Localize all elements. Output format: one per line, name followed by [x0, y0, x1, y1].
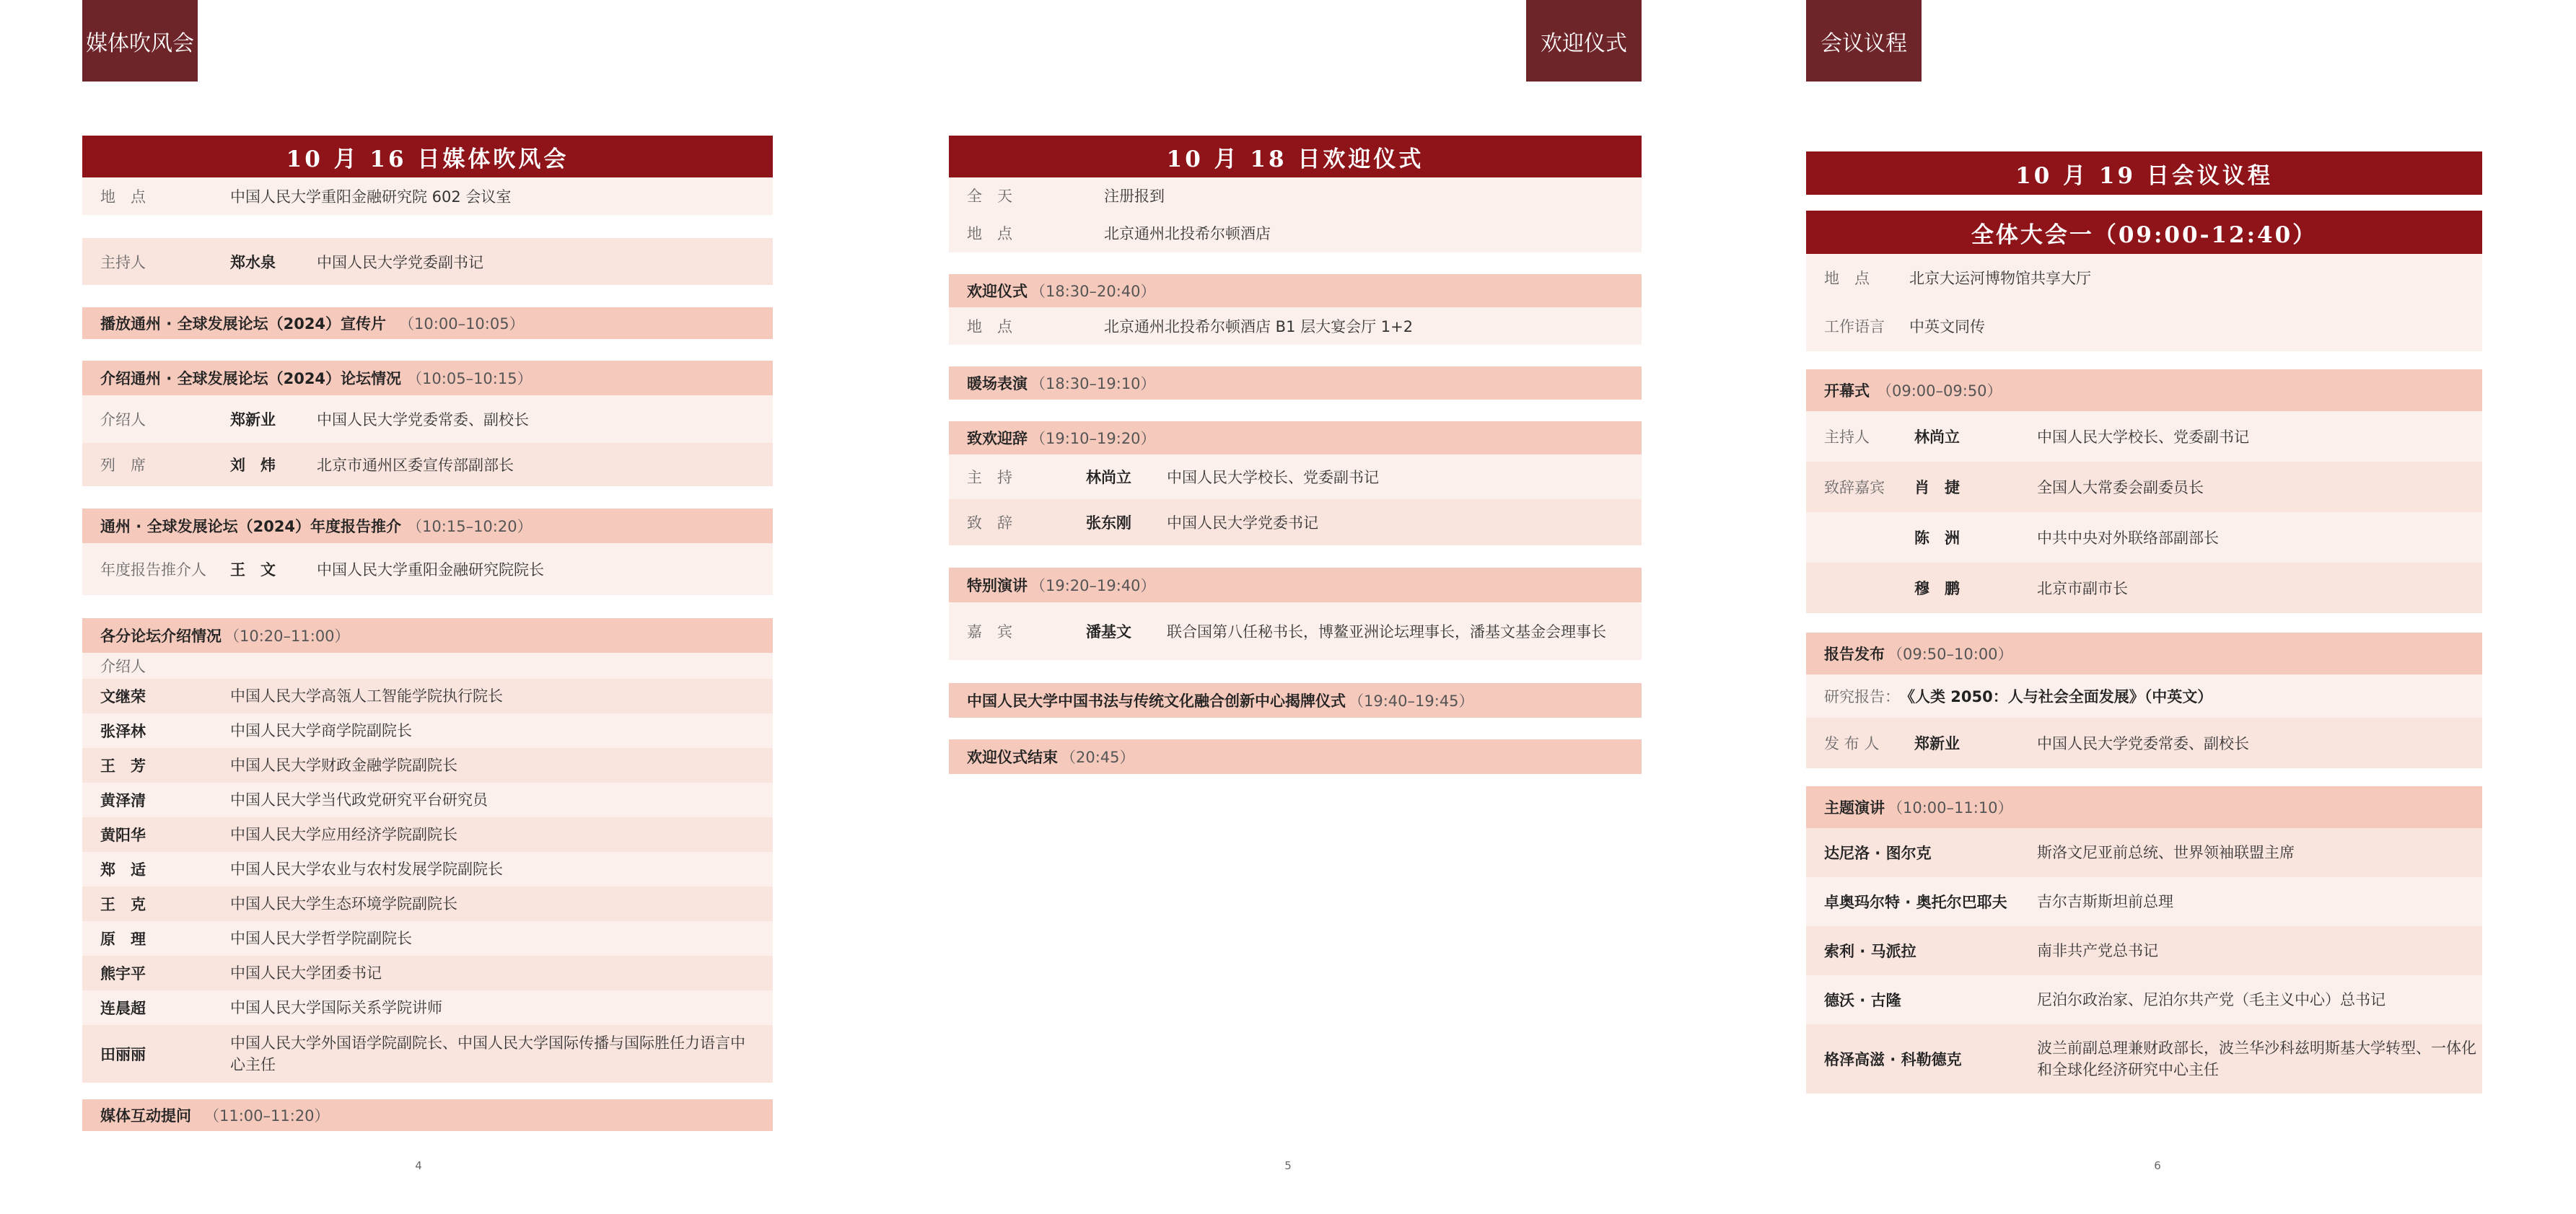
venue-row: [82, 177, 773, 215]
section-title: 介绍通州 · 全球发展论坛（2024）论坛情况: [100, 370, 402, 387]
speech-guest-row: [1806, 462, 2482, 512]
list-item: [82, 956, 773, 990]
section-time: （19:20–19:40）: [1030, 577, 1156, 594]
report-label: 研究报告：: [1824, 688, 1900, 705]
list-item: [82, 713, 773, 748]
section-title: 开幕式: [1824, 382, 1870, 400]
page-number: 4: [415, 1159, 422, 1172]
person-name: 郑新业: [1914, 735, 1960, 752]
section-time: （19:40–19:45）: [1349, 692, 1474, 710]
report-presenter-row: [82, 543, 773, 595]
person-title: 中国人民大学党委书记: [1167, 514, 1318, 532]
host-title: 中国人民大学党委副书记: [317, 253, 483, 271]
list-item: [82, 1025, 773, 1083]
venue-row: [949, 307, 1642, 345]
person-title: 北京市通州区委宣传部副部长: [317, 457, 514, 474]
person-name: 黄阳华: [100, 827, 146, 844]
section-header: [949, 366, 1642, 400]
section-time: （20:45）: [1061, 749, 1135, 766]
language-label: 工作语言: [1824, 318, 1885, 335]
list-item: [82, 783, 773, 817]
venue-value: 北京通州北投希尔顿酒店: [1104, 225, 1271, 242]
section-tab: 会议议程: [1806, 0, 1922, 82]
language-value: 中英文同传: [1909, 318, 1985, 335]
section-header: [949, 274, 1642, 307]
person-title: 中国人民大学当代政党研究平台研究员: [230, 791, 488, 809]
role-label: 主 持: [967, 469, 1012, 486]
section-title: 主题演讲: [1824, 799, 1885, 817]
section-header: [1806, 633, 2482, 674]
list-item: [1806, 926, 2482, 975]
section-time: （09:50–10:00）: [1888, 646, 2013, 663]
person-title: 中国人民大学校长、党委副书记: [1167, 469, 1379, 486]
person-title: 中国人民大学高瓴人工智能学院执行院长: [230, 687, 503, 705]
venue-label: 地 点: [967, 225, 1012, 242]
section-header: [82, 509, 773, 543]
venue-value: 中国人民大学重阳金融研究院 602 会议室: [230, 188, 512, 206]
speech-guest-row: [1806, 512, 2482, 563]
person-title: 中国人民大学财政金融学院副院长: [230, 757, 457, 774]
section-header: [949, 568, 1642, 602]
page-5-content: [949, 0, 1642, 1214]
venue-row: [949, 214, 1642, 252]
host-row: [1806, 411, 2482, 462]
section-tab: 欢迎仪式: [1526, 0, 1642, 82]
person-name: 索利 · 马派拉: [1824, 943, 1916, 960]
list-item: [82, 990, 773, 1025]
section-header: [1806, 369, 2482, 411]
host-name: 郑水泉: [230, 253, 276, 271]
person-title: 中国人民大学团委书记: [230, 964, 382, 982]
venue-label: 地 点: [100, 188, 146, 206]
page-5: [859, 0, 1717, 1214]
section-time: （11:00–11:20）: [204, 1107, 330, 1125]
person-name: 张东刚: [1086, 514, 1131, 532]
page-4-content: [82, 0, 773, 1214]
list-item: [82, 852, 773, 887]
speech-row: [949, 499, 1642, 545]
section-time: （10:15–10:20）: [407, 518, 533, 535]
section-title: 特别演讲: [967, 577, 1028, 594]
person-name: 陈 洲: [1914, 529, 1960, 547]
person-title: 南非共产党总书记: [2037, 942, 2158, 959]
section-title: 暖场表演: [967, 375, 1028, 392]
role-label: 发 布 人: [1824, 735, 1880, 752]
person-name: 文继荣: [100, 688, 146, 705]
person-name: 林尚立: [1914, 428, 1960, 446]
person-name: 卓奥玛尔特 · 奥托尔巴耶夫: [1824, 894, 2007, 911]
role-label: 嘉 宾: [967, 623, 1012, 641]
section-header: [949, 683, 1642, 718]
role-label: 介绍人: [100, 411, 146, 428]
page-4: [0, 0, 859, 1214]
list-item: [82, 748, 773, 783]
person-title: 联合国第八任秘书长，博鳌亚洲论坛理事长，潘基文基金会理事长: [1167, 623, 1606, 641]
person-name: 穆 鹏: [1914, 580, 1960, 597]
person-name: 熊宇平: [100, 965, 146, 982]
host-row: [82, 238, 773, 285]
list-item: [82, 887, 773, 921]
section-time: （19:10–19:20）: [1030, 430, 1156, 447]
registration-row: [949, 177, 1642, 214]
person-title: 中国人民大学哲学院副院长: [230, 930, 412, 947]
page-title: 10 月 19 日会议议程: [1806, 151, 2482, 195]
person-title: 中国人民大学党委常委、副校长: [2037, 735, 2249, 752]
role-label: 致辞嘉宾: [1824, 479, 1885, 496]
attendee-row: [82, 443, 773, 486]
publisher-row: [1806, 718, 2482, 768]
section-header: [949, 421, 1642, 454]
list-item: [1806, 877, 2482, 926]
section-header: [82, 618, 773, 653]
person-name: 肖 捷: [1914, 479, 1960, 496]
section-time: （09:00–09:50）: [1877, 382, 2002, 400]
person-name: 连晨超: [100, 1000, 146, 1017]
section-time: （10:05–10:15）: [407, 370, 533, 387]
list-item: [82, 679, 773, 713]
section-header: [82, 1099, 773, 1131]
role-label: 介绍人: [100, 658, 146, 675]
registration-value: 注册报到: [1104, 188, 1165, 205]
report-row: [1806, 674, 2482, 718]
section-header: [82, 307, 773, 339]
venue-label: 地 点: [967, 318, 1012, 335]
page-title: 10 月 16 日媒体吹风会: [82, 136, 773, 177]
host-label: 主持人: [100, 253, 146, 271]
section-title: 中国人民大学中国书法与传统文化融合创新中心揭牌仪式: [967, 692, 1346, 710]
report-title: 《人类 2050：人与社会全面发展》（中英文）: [1900, 688, 2213, 705]
person-name: 王 文: [230, 561, 276, 579]
role-label: 主持人: [1824, 428, 1870, 446]
person-title: 中共中央对外联络部副部长: [2037, 529, 2219, 547]
list-item: [1806, 1024, 2482, 1094]
person-title: 中国人民大学农业与农村发展学院副院长: [230, 861, 503, 878]
person-name: 德沃 · 古隆: [1824, 992, 1901, 1009]
section-title: 报告发布: [1824, 646, 1885, 663]
person-title: 中国人民大学应用经济学院副院长: [230, 826, 457, 843]
person-title: 波兰前副总理兼财政部长，波兰华沙科兹明斯基大学转型、一体化和全球化经济研究中心主任: [2037, 1039, 2476, 1078]
person-name: 王 克: [100, 896, 146, 913]
person-title: 全国人大常委会副委员长: [2037, 479, 2204, 496]
section-title: 各分论坛介绍情况: [100, 628, 222, 645]
section-time: （10:20–11:00）: [224, 628, 350, 645]
person-title: 吉尔吉斯斯坦前总理: [2037, 893, 2173, 910]
section-title: 媒体互动提问: [100, 1107, 191, 1125]
plenary-title: 全体大会一（09:00-12:40）: [1806, 211, 2482, 254]
introducer-row: [82, 395, 773, 443]
role-label: 致 辞: [967, 514, 1012, 532]
person-title: 中国人民大学商学院副院长: [230, 722, 412, 739]
speech-guest-row: [1806, 563, 2482, 613]
language-row: [1806, 301, 2482, 351]
guest-row: [949, 602, 1642, 660]
list-item: [1806, 828, 2482, 877]
person-name: 原 理: [100, 931, 146, 948]
page-6-content: [1806, 0, 2482, 1214]
section-time: （18:30–20:40）: [1030, 283, 1156, 300]
person-title: 中国人民大学党委常委、副校长: [317, 411, 529, 428]
list-item: [1806, 975, 2482, 1024]
person-title: 中国人民大学重阳金融研究院院长: [317, 561, 544, 579]
introducer-subheader: [82, 653, 773, 679]
section-header: [949, 739, 1642, 774]
person-name: 刘 炜: [230, 457, 276, 474]
section-title: 致欢迎辞: [967, 430, 1028, 447]
person-name: 潘基文: [1086, 623, 1131, 641]
venue-value: 北京大运河博物馆共享大厅: [1909, 269, 2091, 287]
section-title: 播放通州 · 全球发展论坛（2024）宣传片: [100, 315, 387, 333]
section-title: 欢迎仪式结束: [967, 749, 1058, 766]
page-number: 6: [2154, 1159, 2161, 1172]
section-title: 通州 · 全球发展论坛（2024）年度报告推介: [100, 518, 402, 535]
person-title: 中国人民大学国际关系学院讲师: [230, 999, 442, 1016]
person-title: 中国人民大学外国语学院副院长、中国人民大学国际传播与国际胜任力语言中心主任: [230, 1034, 745, 1073]
section-time: （10:00–10:05）: [399, 315, 525, 333]
person-title: 中国人民大学校长、党委副书记: [2037, 428, 2249, 446]
person-name: 张泽林: [100, 723, 146, 740]
person-title: 中国人民大学生态环境学院副院长: [230, 895, 457, 912]
person-title: 尼泊尔政治家、尼泊尔共产党（毛主义中心）总书记: [2037, 991, 2386, 1008]
list-item: [82, 817, 773, 852]
venue-label: 地 点: [1824, 269, 1870, 287]
person-title: 斯洛文尼亚前总统、世界领袖联盟主席: [2037, 844, 2295, 861]
section-title: 欢迎仪式: [967, 283, 1028, 300]
person-name: 达尼洛 · 图尔克: [1824, 845, 1932, 862]
person-name: 王 芳: [100, 757, 146, 775]
venue-value: 北京通州北投希尔顿酒店 B1 层大宴会厅 1+2: [1104, 318, 1414, 335]
person-title: 北京市副市长: [2037, 580, 2128, 597]
section-tab: 媒体吹风会: [82, 0, 198, 82]
time-label: 全 天: [967, 188, 1012, 205]
section-header: [1806, 786, 2482, 828]
page-number: 5: [1284, 1159, 1292, 1172]
person-name: 格泽高滋 · 科勒德克: [1824, 1051, 1962, 1068]
host-row: [949, 454, 1642, 499]
role-label: 年度报告推介人: [100, 561, 206, 579]
section-header: [82, 361, 773, 395]
section-time: （18:30–19:10）: [1030, 375, 1156, 392]
list-item: [82, 921, 773, 956]
person-name: 黄泽清: [100, 792, 146, 809]
venue-row: [1806, 254, 2482, 301]
page-title: 10 月 18 日欢迎仪式: [949, 136, 1642, 177]
person-name: 郑新业: [230, 411, 276, 428]
person-name: 林尚立: [1086, 469, 1131, 486]
page-6: [1717, 0, 2576, 1214]
role-label: 列 席: [100, 457, 146, 474]
person-name: 田丽丽: [100, 1046, 146, 1063]
section-time: （10:00–11:10）: [1888, 799, 2013, 817]
person-name: 郑 适: [100, 861, 146, 879]
